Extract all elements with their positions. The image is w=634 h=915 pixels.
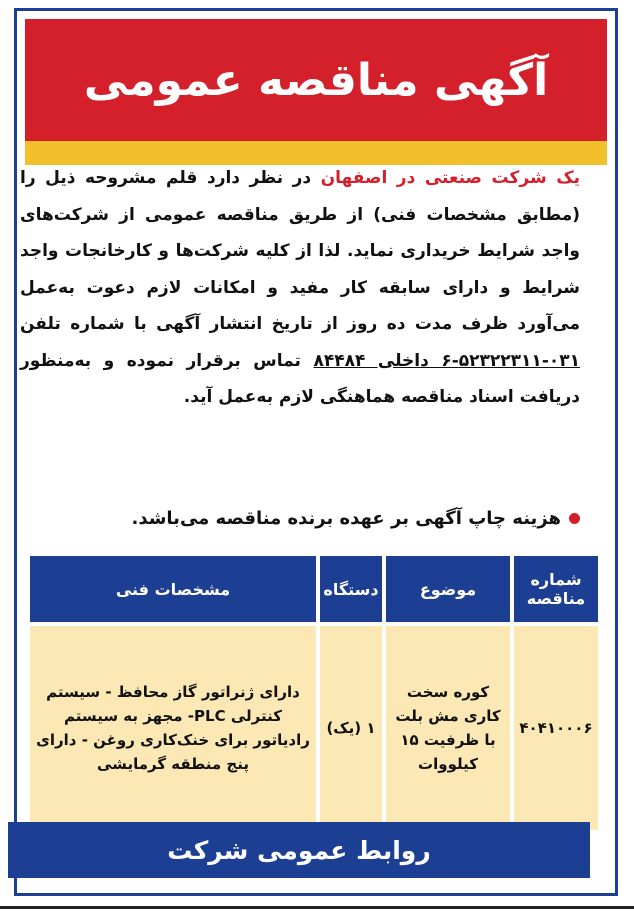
phone-number: ۰۳۱-۵۲۳۲۲۳۱۱-۶ داخلی ۸۴۴۸۴ xyxy=(313,350,581,371)
tender-table xyxy=(26,552,602,834)
table-row xyxy=(30,626,598,830)
footer-text: روابط عمومی شرکت xyxy=(167,835,431,865)
body-text-2: تماس برقرار نموده و به‌منظور دریافت اسناد مناقصه هماهنگی لازم به‌عمل آید. xyxy=(20,350,580,407)
cell-number: ۴۰۴۱۰۰۰۶ xyxy=(514,626,598,830)
company-name: یک شرکت صنعتی در اصفهان xyxy=(320,168,580,188)
header-spec: مشخصات فنی xyxy=(30,556,316,622)
cost-note-text: هزینه چاپ آگهی بر عهده برنده مناقصه می‌باشد. xyxy=(131,508,561,529)
ad-footer xyxy=(8,822,590,878)
header-number: شماره مناقصه xyxy=(514,556,598,622)
table-header-row xyxy=(30,556,598,622)
cell-spec: دارای ژنراتور گاز محافظ - سیستم کنترلی PLC- مجهز به سیستم رادیاتور برای خنک‌کاری روغن - دارای پنج منطقه گرمایشی xyxy=(30,626,316,830)
ad-header xyxy=(25,19,607,141)
header-count: دستگاه xyxy=(320,556,382,622)
ad-body xyxy=(20,160,580,416)
bottom-divider xyxy=(0,906,634,909)
cell-subject: کوره سخت کاری مش بلت با ظرفیت ۱۵ کیلووات xyxy=(386,626,510,830)
cell-count: ۱ (یک) xyxy=(320,626,382,830)
bullet-icon xyxy=(569,513,580,524)
cost-note xyxy=(20,508,580,529)
header-subject: موضوع xyxy=(386,556,510,622)
ad-title: آگهی مناقصه عمومی xyxy=(83,54,549,106)
body-text-1: در نظر دارد قلم مشروحه ذیل را (مطابق مشخصات فنی) از طریق مناقصه عمومی از شرکت‌های واجد شرایط خریداری نماید. لذا از کلیه شرکت‌ها و کارخانجات واجد شرایط و دارای سابقه کار مفید و امکانات لازم دعوت به‌عمل می‌آورد ظرف مدت ده روز از تاریخ انتشار آگهی با شماره تلفن xyxy=(20,168,580,334)
